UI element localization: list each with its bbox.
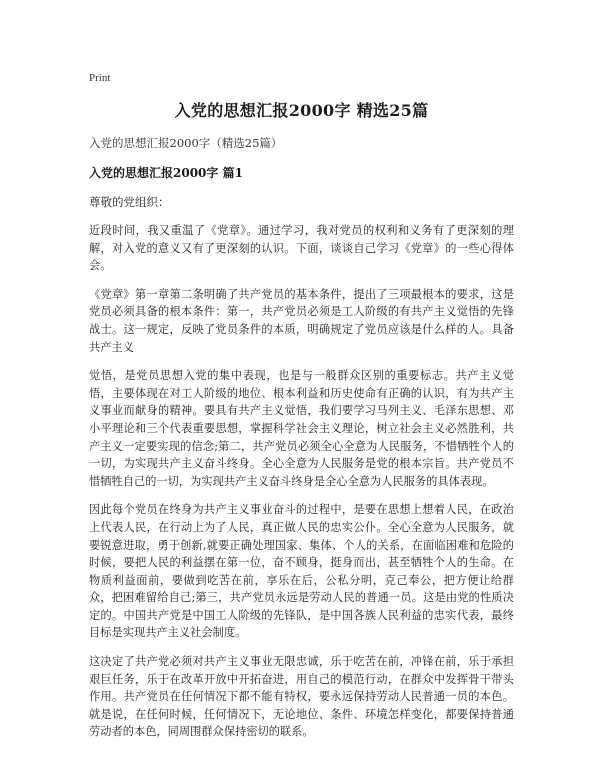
document-subtitle: 入党的思想汇报2000字（精选25篇） bbox=[89, 136, 283, 150]
paragraph-5: 这决定了共产党必须对共产主义事业无限忠诚，乐于吃苦在前，冲锋在前，乐于承担艰巨任务，乐于在改革开放中开拓奋进，用自己的模范行动，在群众中发挥骨干带头作用。共产党员在任何情况下都不能有特权，要永远保持劳动人民普通一员的本色。就是说，在任何时候，任何情况下，无论地位、条件、环境怎样变化，都要保持普通劳动者的本色，同周围群众保持密切的联系。 bbox=[89, 655, 514, 739]
greeting-line: 尊敬的党组织： bbox=[89, 195, 170, 209]
print-label: Print bbox=[89, 72, 111, 84]
paragraph-1: 近段时间，我又重温了《党章》。通过学习，我对党员的权利和义务有了更深刻的理解，对入党的意义又有了更深刻的认识。下面，谈谈自己学习《党章》的一些心得体会。 bbox=[89, 224, 514, 273]
paragraph-4: 因此每个党员在终身为共产主义事业奋斗的过程中，是要在思想上想着人民，在政治上代表人民，在行动上为了人民，真正做人民的忠实公仆。全心全意为人民服务，就要锐意进取，勇于创新,就要正确处理国家、集体、个人的关系，在面临困难和危险的时候，要把人民的利益摆在第一位，奋不顾身，挺身而出，甚至牺牲个人的生命。在物质利益面前，要做到吃苦在前，享乐在后，公私分明，克己奉公，把方便让给群众，把困难留给自己;第三，共产党员永远是劳动人民的普通一员。这是由党的性质决定的。中国共产党是中国工人阶级的先锋队，是中国各族人民利益的忠实代表，最终目标是实现共产主义社会制度。 bbox=[89, 503, 514, 640]
paragraph-3: 觉悟，是党员思想入党的集中表现，也是与一般群众区别的重要标志。共产主义觉悟，主要体现在对工人阶级的地位、根本利益和历史使命有正确的认识，有为共产主义事业而献身的精神。要具有共产主义觉悟，我们要学习马列主义、毛泽东思想、邓小平理论和三个代表重要思想，掌握科学社会主义理论，树立社会主义必然胜利，共产主义一定要实现的信念;第二，共产党员必须全心全意为人民服务，不惜牺牲个人的一切，为实现共产主义奋斗终身。全心全意为人民服务是党的根本宗旨。共产党员不惜牺牲自己的一切，为实现共产主义奋斗终身是全心全意为人民服务的具体表现。 bbox=[89, 369, 514, 488]
page-title: 入党的思想汇报2000字 精选25篇 bbox=[174, 101, 429, 120]
document-page bbox=[89, 70, 514, 741]
section-heading: 入党的思想汇报2000字 篇1 bbox=[89, 166, 243, 180]
paragraph-2: 《党章》第一章第二条明确了共产党员的基本条件，提出了三项最根本的要求，这是党员必须具备的根本条件：第一，共产党员必须是工人阶级的有共产主义觉悟的先锋战士。这一规定，反映了党员条件的本质，明确规定了党员应该是什么样的人。具备共产主义 bbox=[89, 287, 514, 354]
